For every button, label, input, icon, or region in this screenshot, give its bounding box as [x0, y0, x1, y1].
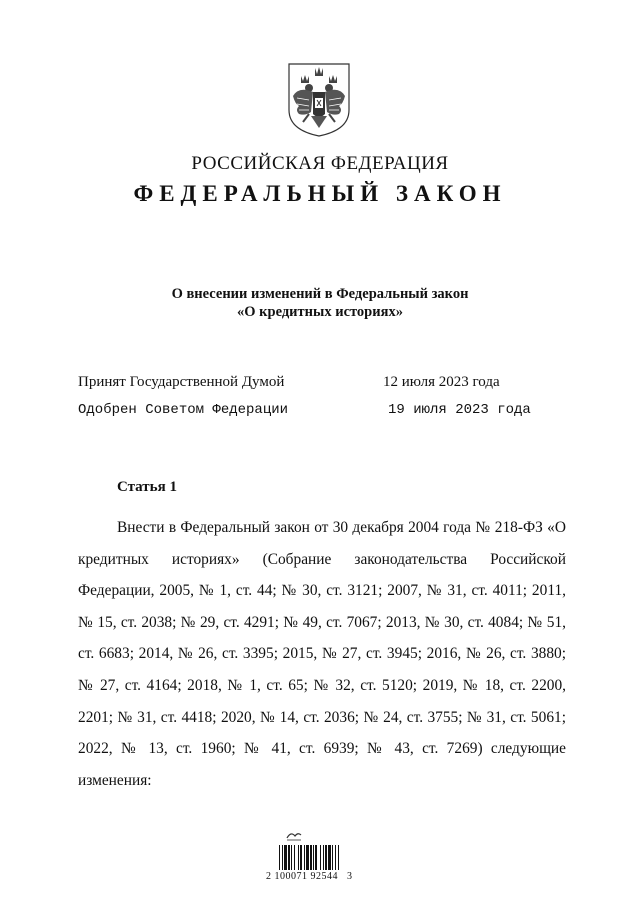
country-heading: РОССИЙСКАЯ ФЕДЕРАЦИЯ	[191, 153, 449, 174]
council-approval-label: Одобрен Советом Федерации	[78, 402, 289, 418]
council-approval-row	[78, 402, 558, 418]
law-title	[0, 285, 640, 321]
article-body-text: Внести в Федеральный закон от 30 декабря 2004 года № 218-ФЗ «О кредитных историях» (Собрание законодательства Российской Федерации, 2005, № 1, ст. 44; № 30, ст. 3121; 2007, № 31, ст. 4011; 2011, № 15, ст. 2038; № 29, ст. 4291; № 49, ст. 7067; 2013, № 30, ст. 4084; № 51, ст. 6683; 2014, № 26, ст. 3395; 2015, № 27, ст. 3945; 2016, № 26, ст. 3880; № 27, ст. 4164; 2018, № 1, ст. 65; № 32, ст. 5120; 2019, № 18, ст. 2200, 2201; № 31, ст. 4418; 2020, № 14, ст. 2036; № 24, ст. 3755; № 31, ст. 5061; 2022, № 13, ст. 1960; № 41, ст. 6939; № 43, ст. 7269) следующие изменения:	[78, 519, 566, 789]
law-title-line-2: «О кредитных историях»	[237, 304, 403, 320]
council-approval-date: 19 июля 2023 года	[388, 402, 531, 418]
duma-adoption-row	[78, 374, 558, 391]
law-title-line-1: О внесении изменений в Федеральный закон	[171, 286, 469, 302]
duma-adoption-label: Принят Государственной Думой	[78, 374, 285, 390]
document-type-heading: ФЕДЕРАЛЬНЫЙ ЗАКОН	[133, 181, 507, 206]
stamp-mark-icon	[285, 829, 303, 841]
coat-of-arms-icon	[287, 62, 351, 138]
barcode-number: 2 100071 92544 3	[266, 871, 353, 882]
article-heading: Статья 1	[117, 479, 177, 495]
duma-adoption-date: 12 июля 2023 года	[383, 374, 500, 390]
barcode-icon	[279, 845, 358, 870]
